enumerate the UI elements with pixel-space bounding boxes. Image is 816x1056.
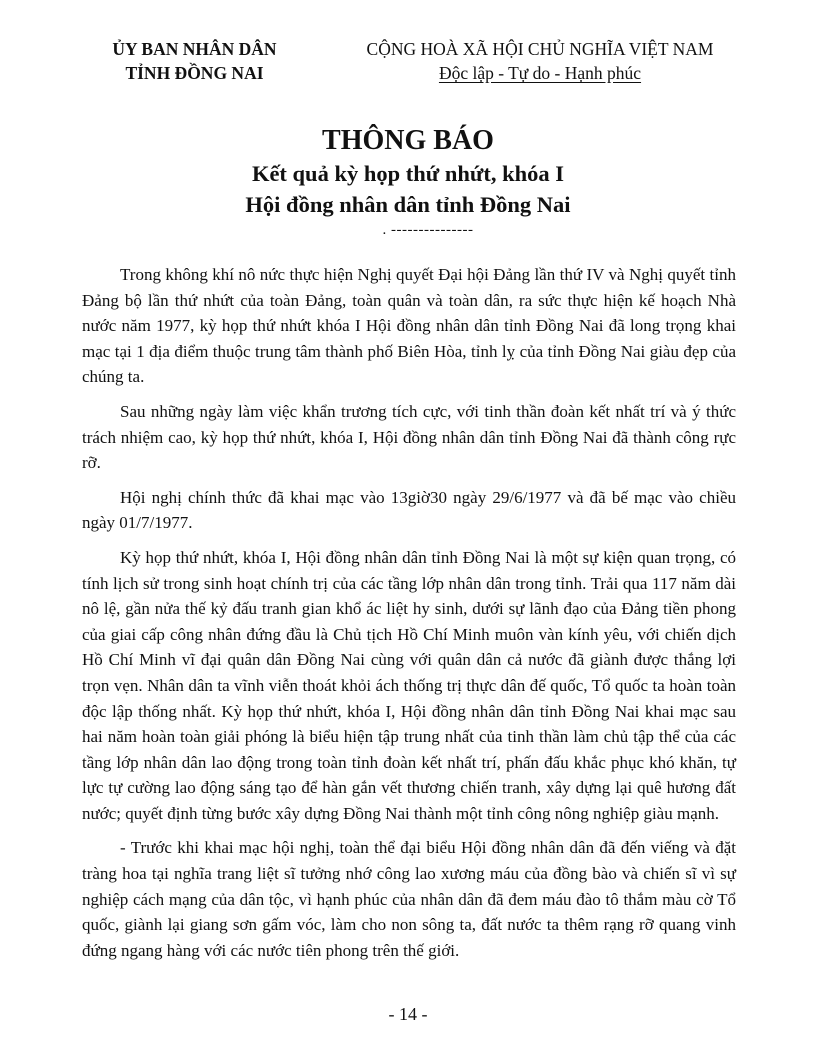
authority-line-1: ỦY BAN NHÂN DÂN xyxy=(112,39,277,59)
authority-line-2: TỈNH ĐỒNG NAI xyxy=(125,63,264,83)
body-paragraph: Hội nghị chính thức đã khai mạc vào 13giờ30 ngày 29/6/1977 và đã bế mạc vào chiều ngày 01/7/1977. xyxy=(82,487,736,533)
page-number: - 14 - xyxy=(388,1004,428,1024)
title-block xyxy=(0,124,816,238)
document-subtitle-2: Hội đồng nhân dân tỉnh Đồng Nai xyxy=(245,192,571,217)
document-title: THÔNG BÁO xyxy=(322,125,494,156)
national-heading xyxy=(328,37,752,85)
title-divider: . --------------- xyxy=(382,222,474,238)
document-body xyxy=(82,262,736,972)
body-paragraph: - Trước khi khai mạc hội nghị, toàn thể đại biểu Hội đồng nhân dân đã đến viếng và đặt tràng hoa tại nghĩa trang liệt sĩ tưởng nhớ công lao xương máu của đồng bào và chiến sĩ vì sự nghiệp cách mạng của dân tộc, vì hạnh phúc của nhân dân đã đem máu đào tô thắm màu cờ Tổ quốc, giành lại giang sơn gấm vóc, làm cho non sông ta, đất nước ta thêm rạng rỡ quang vinh đứng ngang hàng với các nước tiên phong trên thế giới. xyxy=(82,838,736,960)
issuing-authority xyxy=(82,37,307,85)
body-paragraph: Sau những ngày làm việc khẩn trương tích cực, với tinh thần đoàn kết nhất trí và ý thức trách nhiệm cao, kỳ họp thứ nhứt, khóa I, Hội đồng nhân dân tỉnh Đồng Nai đã thành công rực rỡ. xyxy=(82,401,736,473)
country-name: CỘNG HOÀ XÃ HỘI CHỦ NGHĨA VIỆT NAM xyxy=(366,39,714,59)
body-paragraph: Kỳ họp thứ nhứt, khóa I, Hội đồng nhân dân tỉnh Đồng Nai là một sự kiện quan trọng, có tính lịch sử trong sinh hoạt chính trị của các tầng lớp nhân dân trong tỉnh. Trải qua 117 năm dài nô lệ, gần nửa thế kỷ đấu tranh gian khổ ác liệt hy sinh, dưới sự lãnh đạo của Đảng tiền phong của giai cấp công nhân đứng đầu là Chủ tịch Hồ Chí Minh muôn vàn kính yêu, với chiến dịch Hồ Chí Minh vĩ đại quân dân Đồng Nai cùng với quân dân cả nước đã giành được thắng lợi trọn vẹn. Nhân dân ta vĩnh viễn thoát khỏi ách thống trị thực dân đế quốc, Tổ quốc ta hoàn toàn độc lập thống nhất. Kỳ họp thứ nhứt, khóa I, Hội đồng nhân dân tỉnh Đồng Nai khai mạc sau hai năm hoàn toàn giải phóng là biểu hiện tập trung nhất của tinh thần làm chủ tập thể của các tầng lớp nhân dân lao động trong toàn tỉnh đoàn kết nhất trí, phấn đấu khắc phục khó khăn, tự lực tự cường lao động sáng tạo để hàn gắn vết thương chiến tranh, xây dựng lại quê hương đất nước; quyết định từng bước xây dựng Đồng Nai thành một tỉnh công nông nghiệp giàu mạnh. xyxy=(82,547,736,823)
body-paragraph: Trong không khí nô nức thực hiện Nghị quyết Đại hội Đảng lần thứ IV và Nghị quyết tỉnh Đảng bộ lần thứ nhứt của toàn Đảng, toàn quân và toàn dân, ra sức thực hiện kế hoạch Nhà nước năm 1977, kỳ họp thứ nhứt khóa I Hội đồng nhân dân tỉnh Đồng Nai đã long trọng khai mạc tại 1 địa điểm thuộc trung tâm thành phố Biên Hòa, tỉnh lỵ của tỉnh Đồng Nai giàu đẹp của chúng ta. xyxy=(82,265,736,387)
national-motto: Độc lập - Tự do - Hạnh phúc xyxy=(438,63,642,83)
document-subtitle-1: Kết quả kỳ họp thứ nhứt, khóa I xyxy=(251,161,565,186)
